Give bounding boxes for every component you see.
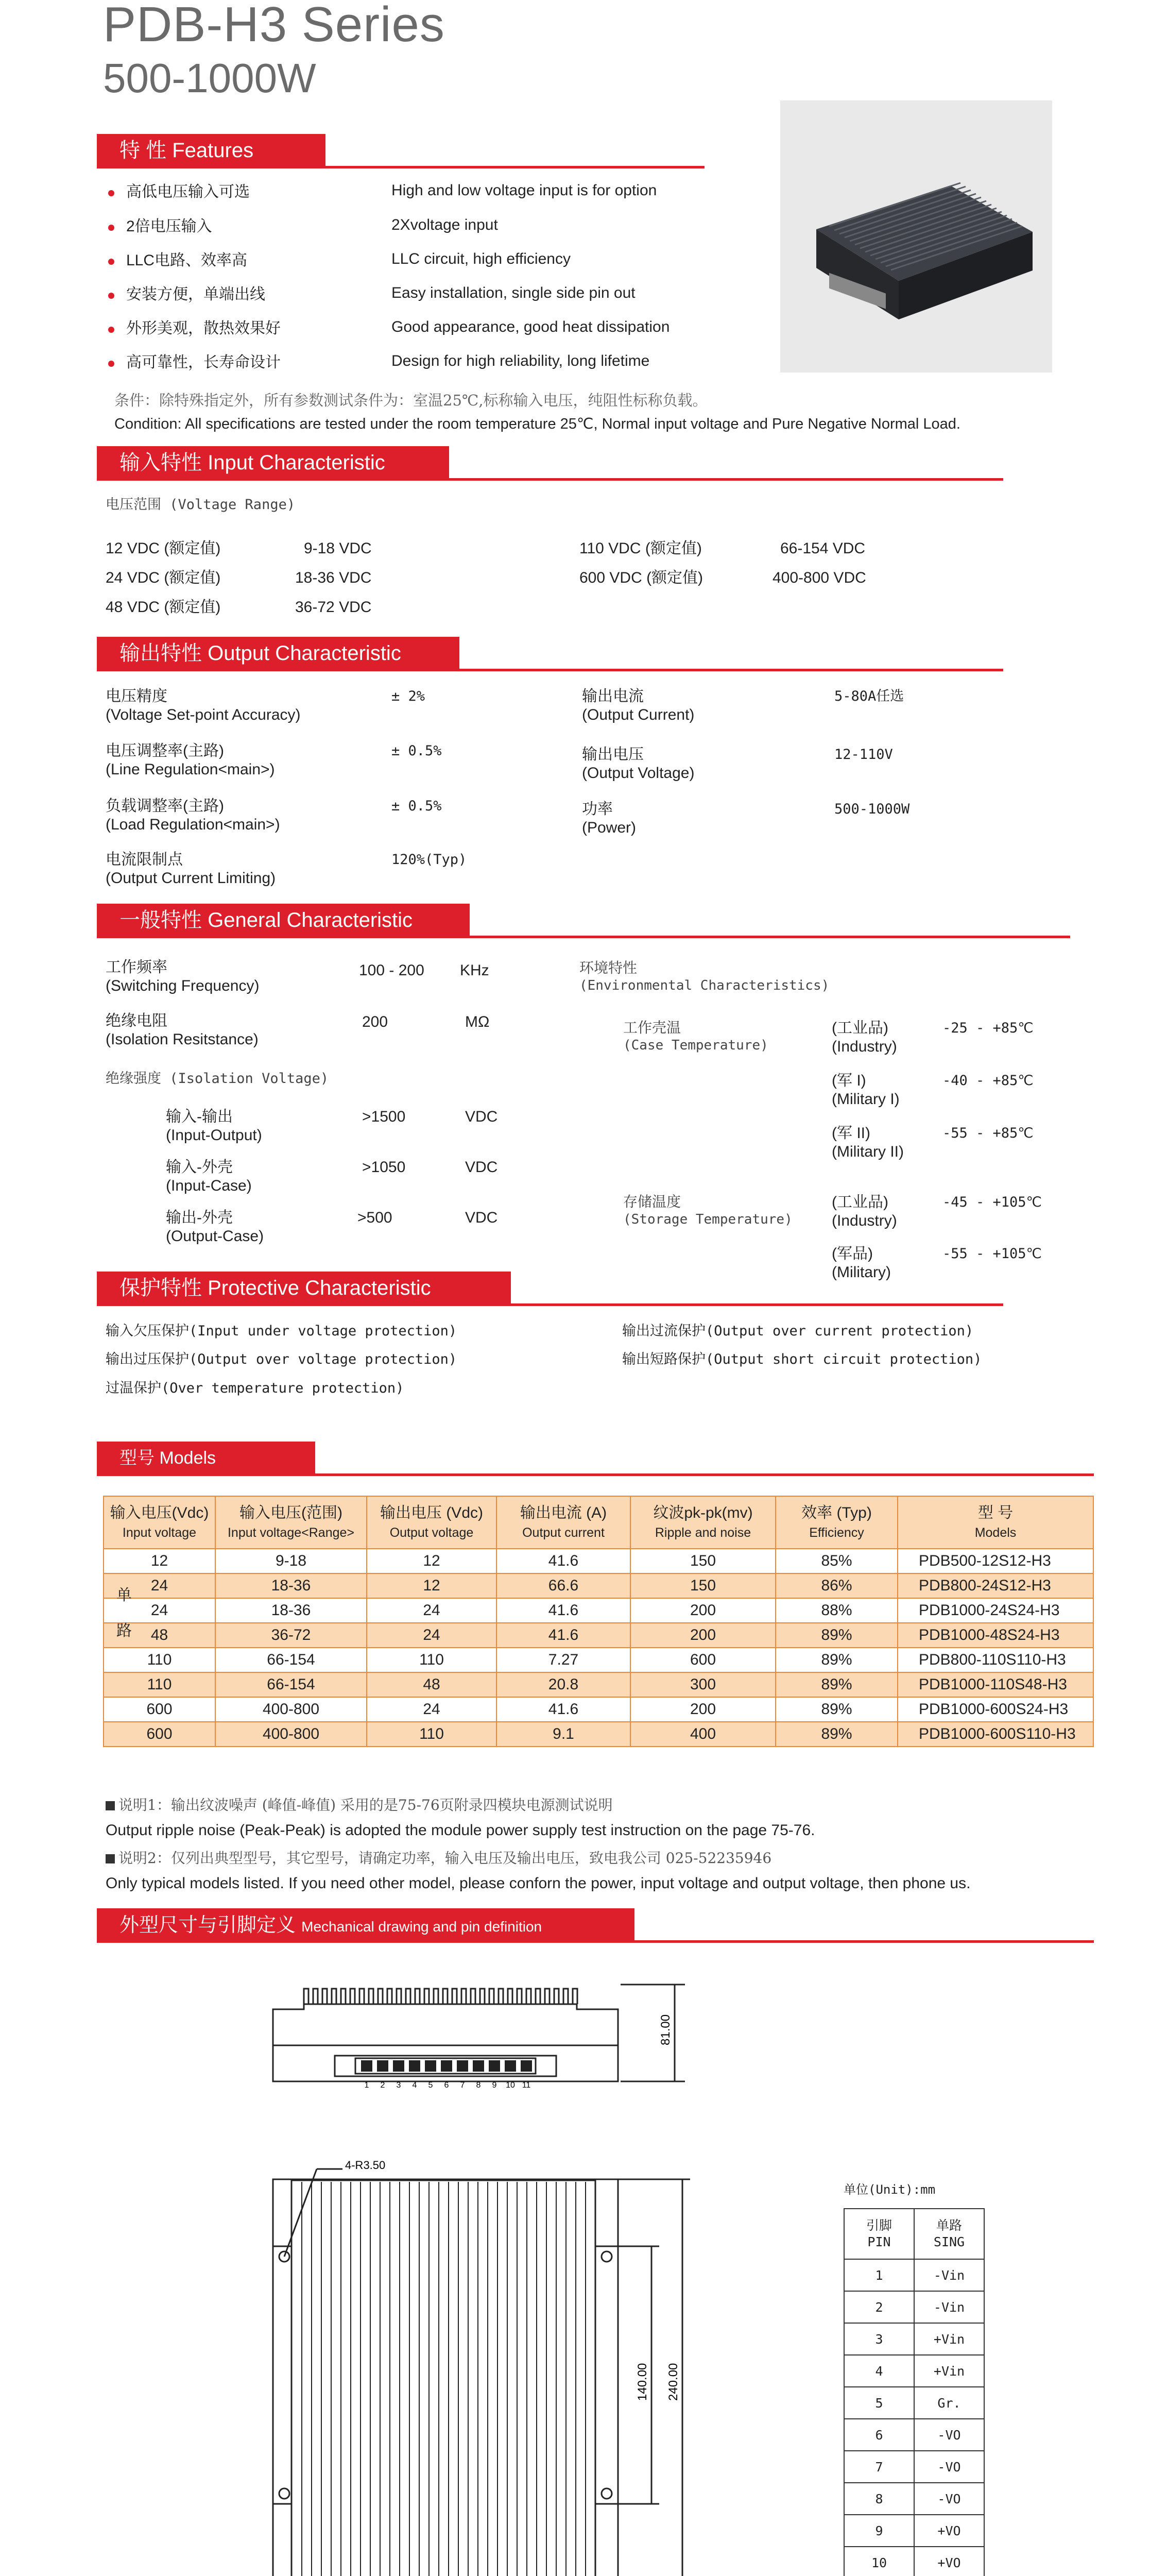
spec-en: (Voltage Set-point Accuracy): [106, 706, 301, 723]
spec-unit: VDC: [465, 1159, 498, 1176]
table-cell: 9: [844, 2515, 914, 2547]
spec-en: (Line Regulation<main>): [106, 761, 275, 778]
table-cell: 1: [844, 2259, 914, 2291]
spec-unit: MΩ: [465, 1013, 490, 1030]
table-cell: 2: [844, 2291, 914, 2323]
terminal-screw: [441, 2061, 452, 2071]
pin-number: 3: [396, 2081, 401, 2090]
column-header: 单路 SING: [914, 2209, 984, 2259]
spec-en: (Output Current): [582, 706, 695, 723]
table-cell: 12: [367, 1549, 496, 1573]
table-cell: 400-800: [215, 1722, 367, 1747]
dimension-label: 240.00: [666, 2363, 680, 2401]
terminal-screw: [393, 2061, 404, 2071]
spec-en: (Power): [582, 819, 637, 836]
table-cell: 66.6: [496, 1573, 630, 1598]
table-cell: 48: [104, 1623, 215, 1648]
table-cell: 400: [630, 1722, 776, 1747]
feature-en: 2Xvoltage input: [391, 216, 498, 233]
spec-cn: 输出电流: [582, 688, 644, 705]
case-temp-en: (Case Temperature): [623, 1038, 768, 1053]
input-nominal: 12 VDC (额定值): [106, 540, 221, 557]
spec-en: (Input-Output): [166, 1127, 262, 1144]
spec-value: 200: [362, 1013, 388, 1030]
protection-item: 输出过压保护(Output over voltage protection): [106, 1351, 457, 1367]
terminal-screw: [377, 2061, 388, 2071]
table-cell: 10: [844, 2547, 914, 2576]
table-row: [844, 2483, 984, 2515]
table-cell: 300: [630, 1672, 776, 1697]
table-cell: 8: [844, 2483, 914, 2515]
column-header: 型 号 Models: [898, 1496, 1093, 1549]
table-cell: +VO: [914, 2515, 984, 2547]
table-cell: 9.1: [496, 1722, 630, 1747]
table-cell: 18-36: [215, 1598, 367, 1623]
grade-cn: (工业品): [832, 1020, 888, 1037]
pin-number: 11: [522, 2081, 531, 2090]
bullet-icon: [108, 259, 114, 265]
terminal-screw: [505, 2061, 516, 2071]
table-row: [104, 1549, 1093, 1573]
table-cell: -VO: [914, 2419, 984, 2451]
section-title: 输入特性 Input Characteristic: [97, 446, 449, 479]
bullet-icon: [108, 190, 114, 196]
table-cell: 41.6: [496, 1549, 630, 1573]
table-cell: 150: [630, 1549, 776, 1573]
dimension-label: 140.00: [636, 2363, 649, 2401]
table-cell: 66-154: [215, 1648, 367, 1672]
spec-cn: 输出-外壳: [166, 1209, 233, 1226]
table-cell: 200: [630, 1697, 776, 1722]
section-title: 保护特性 Protective Characteristic: [97, 1272, 511, 1304]
table-cell: 12: [367, 1573, 496, 1598]
table-row: [844, 2547, 984, 2576]
table-cell: 86%: [776, 1573, 898, 1598]
section-title: 一般特性 General Characteristic: [97, 904, 470, 937]
table-cell: 5: [844, 2387, 914, 2419]
spec-cn: 电压精度: [106, 688, 167, 705]
note-1-en: Output ripple noise (Peak-Peak) is adopted the module power supply test instruction on the page 75-76.: [106, 1822, 815, 1839]
table-row: [844, 2515, 984, 2547]
feature-en: Design for high reliability, long lifetime: [391, 352, 650, 369]
protection-item: 输出短路保护(Output short circuit protection): [622, 1351, 982, 1367]
table-cell: 6: [844, 2419, 914, 2451]
table-cell: 89%: [776, 1722, 898, 1747]
terminal-screw: [457, 2061, 468, 2071]
feature-cn: 高低电压输入可选: [126, 183, 250, 200]
feature-cn: LLC电路、效率高: [126, 252, 248, 269]
table-cell: 7.27: [496, 1648, 630, 1672]
table-cell: 3: [844, 2323, 914, 2355]
table-cell: -Vin: [914, 2259, 984, 2291]
divider: [97, 478, 1003, 481]
spec-value: >1500: [362, 1108, 406, 1125]
temp-value: -45 - +105℃: [942, 1194, 1042, 1210]
table-cell: 200: [630, 1598, 776, 1623]
table-cell: PDB1000-600S24-H3: [898, 1697, 1093, 1722]
table-cell: 24: [104, 1598, 215, 1623]
protection-item: 输出过流保护(Output over current protection): [622, 1323, 974, 1339]
column-header: 纹波pk-pk(mv) Ripple and noise: [630, 1496, 776, 1549]
bullet-icon: [108, 361, 114, 367]
table-cell: 36-72: [215, 1623, 367, 1648]
voltage-range-label: 电压范围 (Voltage Range): [106, 497, 296, 513]
pin-number: 9: [492, 2081, 497, 2090]
table-cell: 12: [104, 1549, 215, 1573]
grade-en: (Industry): [832, 1212, 897, 1229]
mechanical-drawing: [258, 1978, 721, 2576]
feature-cn: 2倍电压输入: [126, 218, 212, 235]
feature-cn: 高可靠性，长寿命设计: [126, 354, 281, 371]
table-cell: 66-154: [215, 1672, 367, 1697]
table-cell: 24: [367, 1697, 496, 1722]
table-cell: 600: [104, 1722, 215, 1747]
table-row: [844, 2355, 984, 2387]
table-cell: 89%: [776, 1672, 898, 1697]
spec-value: 500-1000W: [834, 801, 910, 817]
temp-value: -55 - +85℃: [942, 1125, 1034, 1141]
spec-cn: 电压调整率(主路): [106, 742, 224, 759]
pin-table: [844, 2208, 985, 2576]
table-cell: 600: [104, 1697, 215, 1722]
grade-en: (Military II): [832, 1143, 904, 1160]
section-header-features: [97, 134, 998, 172]
table-cell: +VO: [914, 2547, 984, 2576]
spec-unit: KHz: [460, 962, 489, 979]
table-cell: 85%: [776, 1549, 898, 1573]
table-cell: 110: [104, 1672, 215, 1697]
spec-en: (Input-Case): [166, 1177, 252, 1194]
protection-item: 过温保护(Over temperature protection): [106, 1380, 404, 1396]
terminal-screw: [409, 2061, 420, 2071]
table-cell: PDB1000-48S24-H3: [898, 1623, 1093, 1648]
note-1-cn: 说明1：输出纹波噪声 (峰值-峰值) 采用的是75-76页附录四模块电源测试说明: [118, 1797, 613, 1814]
spec-cn: 功率: [582, 801, 613, 818]
column-header: 引脚 PIN: [844, 2209, 914, 2259]
table-cell: 150: [630, 1573, 776, 1598]
terminal-screw: [489, 2061, 500, 2071]
table-cell: Gr.: [914, 2387, 984, 2419]
table-row: [844, 2259, 984, 2291]
spec-cn: 负载调整率(主路): [106, 798, 224, 815]
spec-value: 12-110V: [834, 747, 893, 762]
table-cell: 89%: [776, 1697, 898, 1722]
spec-en: (Output-Case): [166, 1228, 264, 1245]
feature-en: High and low voltage input is for option: [391, 182, 657, 199]
spec-value: 5-80A任选: [834, 688, 904, 704]
divider: [97, 166, 705, 168]
grade-cn: (军 II): [832, 1125, 870, 1142]
table-cell: 24: [367, 1598, 496, 1623]
section-title: 外型尺寸与引脚定义 Mechanical drawing and pin definition: [97, 1908, 634, 1941]
table-cell: 18-36: [215, 1573, 367, 1598]
table-cell: -VO: [914, 2483, 984, 2515]
grade-cn: (军品): [832, 1245, 873, 1262]
table-cell: 200: [630, 1623, 776, 1648]
env-en: (Environmental Characteristics): [579, 978, 830, 993]
table-cell: 24: [367, 1623, 496, 1648]
table-cell: 9-18: [215, 1549, 367, 1573]
iso-voltage-label: 绝缘强度 (Isolation Voltage): [106, 1071, 329, 1087]
input-nominal: 24 VDC (额定值): [106, 569, 221, 586]
table-cell: 4: [844, 2355, 914, 2387]
spec-en: (Switching Frequency): [106, 977, 260, 994]
table-cell: 88%: [776, 1598, 898, 1623]
spec-cn: 电流限制点: [106, 851, 183, 868]
column-header: 输入电压(Vdc) Input voltage: [104, 1496, 215, 1549]
table-cell: -Vin: [914, 2291, 984, 2323]
table-cell: PDB1000-600S110-H3: [898, 1722, 1093, 1747]
pin-number: 4: [412, 2081, 417, 2090]
temp-value: -40 - +85℃: [942, 1073, 1034, 1089]
terminal-screw: [521, 2061, 531, 2071]
table-cell: 20.8: [496, 1672, 630, 1697]
bullet-icon: [108, 293, 114, 299]
table-row: [104, 1598, 1093, 1623]
table-header-row: [104, 1496, 1093, 1549]
table-cell: 48: [367, 1672, 496, 1697]
table-cell: -VO: [914, 2451, 984, 2483]
case-temp-cn: 工作壳温: [623, 1020, 681, 1036]
pin-number: 8: [476, 2081, 481, 2090]
bullet-icon: [108, 225, 114, 231]
grade-cn: (工业品): [832, 1194, 888, 1211]
spec-en: (Load Regulation<main>): [106, 816, 280, 833]
table-row: [844, 2291, 984, 2323]
storage-temp-cn: 存储温度: [623, 1194, 681, 1210]
spec-unit: VDC: [465, 1209, 498, 1226]
section-title: 输出特性 Output Characteristic: [97, 637, 459, 670]
spec-cn: 输入-输出: [166, 1108, 233, 1125]
pin-number: 2: [380, 2081, 385, 2090]
table-row: [844, 2387, 984, 2419]
env-cn: 环境特性: [579, 960, 638, 976]
dimension-label: 81.00: [659, 2014, 673, 2045]
spec-cn: 输入-外壳: [166, 1159, 233, 1176]
divider: [97, 1303, 1003, 1306]
pin-number: 5: [428, 2081, 433, 2090]
input-nominal: 600 VDC (额定值): [579, 569, 703, 586]
table-cell: 110: [104, 1648, 215, 1672]
table-row: [104, 1573, 1093, 1598]
models-table: [103, 1496, 1094, 1747]
section-title: 型号 Models: [97, 1442, 315, 1475]
table-cell: +Vin: [914, 2355, 984, 2387]
grade-en: (Industry): [832, 1038, 897, 1055]
spec-cn: 输出电压: [582, 746, 644, 763]
table-cell: 110: [367, 1648, 496, 1672]
pin-number: 10: [506, 2081, 515, 2090]
input-range: 18-36 VDC: [295, 569, 372, 586]
dimension-label: 4-R3.50: [345, 2159, 386, 2172]
column-header: 输入电压(范围) Input voltage<Range>: [215, 1496, 367, 1549]
section-title: 特 性 Features: [97, 134, 325, 167]
input-range: 36-72 VDC: [295, 599, 372, 616]
heatsink-fins: [273, 1989, 618, 2045]
divider: [97, 669, 1003, 671]
table-cell: 41.6: [496, 1697, 630, 1722]
table-row: [104, 1722, 1093, 1747]
grade-cn: (军 I): [832, 1072, 866, 1089]
table-cell: 89%: [776, 1623, 898, 1648]
feature-en: Good appearance, good heat dissipation: [391, 318, 670, 335]
spec-value: ± 0.5%: [391, 743, 442, 759]
square-bullet-icon: [106, 1801, 115, 1810]
spec-value: 120%(Typ): [391, 852, 467, 868]
table-cell: 89%: [776, 1648, 898, 1672]
terminal-screw: [425, 2061, 436, 2071]
table-cell: PDB1000-24S24-H3: [898, 1598, 1093, 1623]
pin-number: 1: [364, 2081, 369, 2090]
table-cell: 110: [367, 1722, 496, 1747]
table-cell: +Vin: [914, 2323, 984, 2355]
table-row: [104, 1623, 1093, 1648]
pin-number: 7: [460, 2081, 465, 2090]
note-2-cn: 说明2：仅列出典型型号，其它型号，请确定功率，输入电压及输出电压，致电我公司 025-52235946: [118, 1850, 772, 1867]
divider: [97, 1940, 1094, 1943]
input-nominal: 110 VDC (额定值): [579, 540, 702, 557]
spec-value: ± 0.5%: [391, 798, 442, 814]
spec-value: >1050: [362, 1159, 406, 1176]
group-label: 单 路: [116, 1587, 132, 1639]
spec-value: ± 2%: [391, 688, 425, 704]
pin-number: 6: [444, 2081, 449, 2090]
feature-cn: 外形美观，散热效果好: [126, 320, 281, 337]
temp-value: -25 - +85℃: [942, 1020, 1034, 1036]
page-title: PDB-H3 Series: [103, 0, 445, 52]
table-cell: 24: [104, 1573, 215, 1598]
column-header: 输出电压 (Vdc) Output voltage: [367, 1496, 496, 1549]
spec-value: 100 - 200: [359, 962, 424, 979]
grade-en: (Military I): [832, 1091, 900, 1108]
table-cell: PDB800-110S110-H3: [898, 1648, 1093, 1672]
table-cell: PDB1000-110S48-H3: [898, 1672, 1093, 1697]
table-cell: 600: [630, 1648, 776, 1672]
temp-value: -55 - +105℃: [942, 1246, 1042, 1262]
table-cell: PDB500-12S12-H3: [898, 1549, 1093, 1573]
table-cell: 41.6: [496, 1623, 630, 1648]
input-range: 66-154 VDC: [780, 540, 866, 557]
spec-en: (Isolation Resitstance): [106, 1031, 259, 1048]
unit-label: 单位(Unit):mm: [844, 2182, 936, 2197]
input-range: 400-800 VDC: [773, 569, 866, 586]
terminal-screw: [362, 2061, 372, 2071]
table-row: [104, 1672, 1093, 1697]
square-bullet-icon: [106, 1854, 115, 1863]
pin-table-header: [844, 2209, 984, 2259]
column-header: 效率 (Typ) Efficiency: [776, 1496, 898, 1549]
column-header: 输出电流 (A) Output current: [496, 1496, 630, 1549]
feature-en: LLC circuit, high efficiency: [391, 250, 571, 267]
spec-value: >500: [357, 1209, 392, 1226]
input-range: 9-18 VDC: [304, 540, 372, 557]
table-cell: 7: [844, 2451, 914, 2483]
protection-item: 输入欠压保护(Input under voltage protection): [106, 1323, 457, 1339]
table-cell: 400-800: [215, 1697, 367, 1722]
spec-cn: 工作频率: [106, 959, 167, 976]
spec-en: (Output Voltage): [582, 765, 695, 782]
bullet-icon: [108, 327, 114, 333]
table-row: [844, 2451, 984, 2483]
feature-en: Easy installation, single side pin out: [391, 284, 636, 301]
grade-en: (Military): [832, 1264, 891, 1281]
table-row: [844, 2419, 984, 2451]
note-2-en: Only typical models listed. If you need other model, please conforn the power, input voltage and output voltage, then phone us.: [106, 1875, 971, 1892]
storage-temp-en: (Storage Temperature): [623, 1212, 793, 1227]
spec-cn: 绝缘电阻: [106, 1012, 167, 1029]
input-nominal: 48 VDC (额定值): [106, 599, 221, 616]
divider: [97, 936, 1070, 938]
condition-en: Condition: All specifications are tested under the room temperature 25℃, Normal input voltage and Pure Negative Normal Load.: [114, 416, 960, 432]
table-row: [844, 2323, 984, 2355]
spec-unit: VDC: [465, 1108, 498, 1125]
table-cell: 41.6: [496, 1598, 630, 1623]
table-row: [104, 1648, 1093, 1672]
table-row: [104, 1697, 1093, 1722]
feature-cn: 安装方便，单端出线: [126, 286, 265, 303]
table-cell: PDB800-24S12-H3: [898, 1573, 1093, 1598]
page-subtitle: 500-1000W: [103, 55, 316, 101]
terminal-screw: [473, 2061, 484, 2071]
divider: [97, 1473, 1094, 1476]
condition-cn: 条件：除特殊指定外，所有参数测试条件为：室温25℃,标称输入电压，纯阻性标称负载。: [114, 392, 708, 409]
spec-en: (Output Current Limiting): [106, 870, 276, 887]
